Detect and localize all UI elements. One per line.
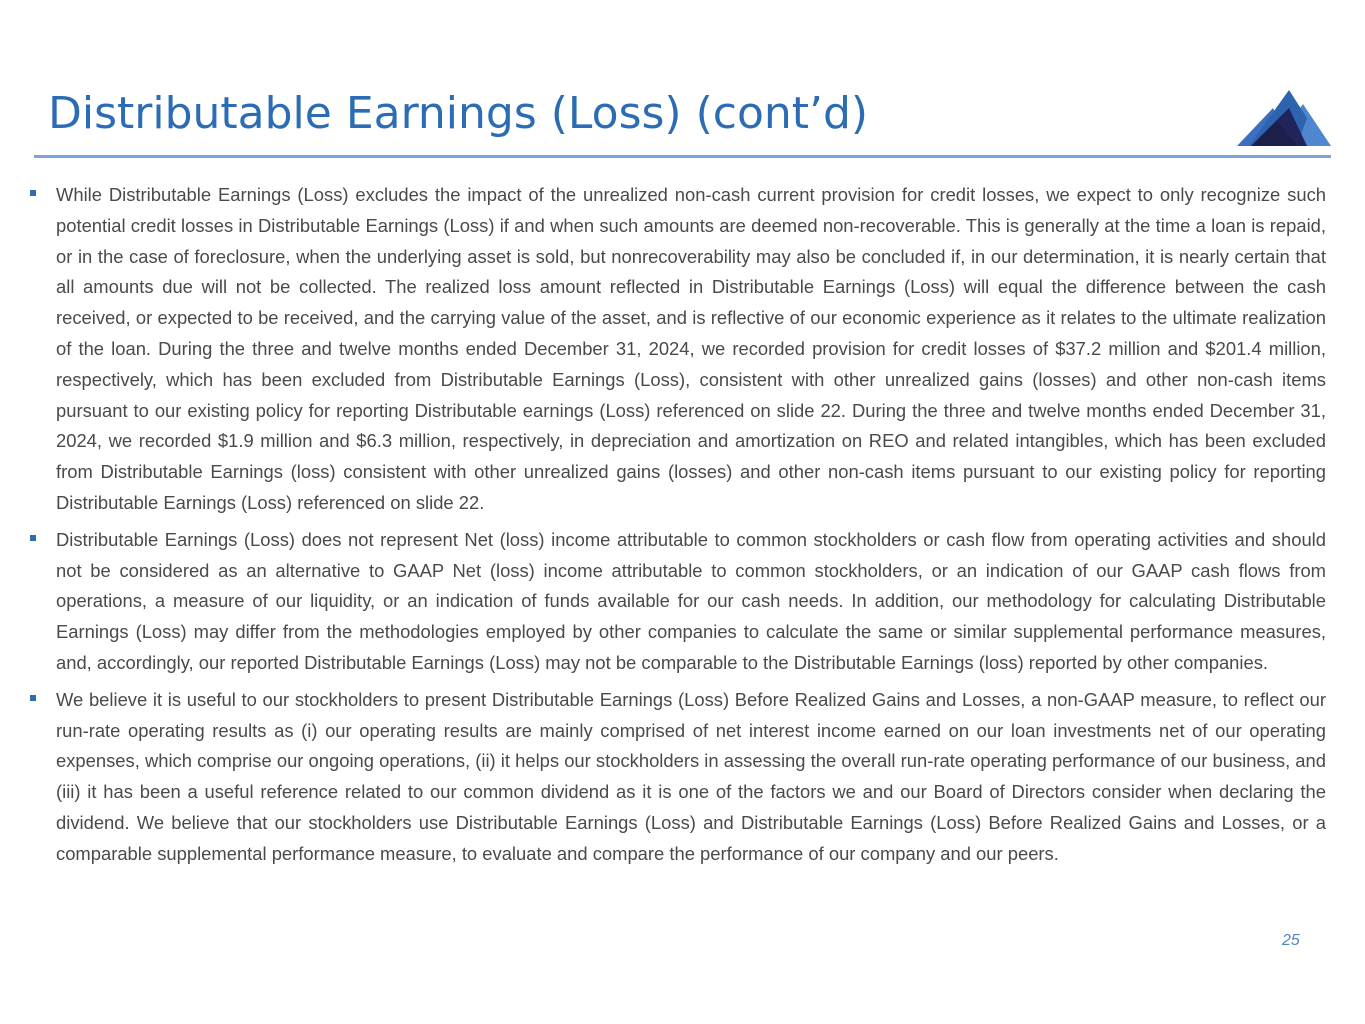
bullet-text-2: Distributable Earnings (Loss) does not represent Net (loss) income attributable to common stockholders or cash flow from operating activities and should not be considered as an alternative to GAAP Net (loss) income attributable to common stockholders, or an indication of our GAAP cash flows from operations, a measure of our liquidity, or an indication of funds available for our cash needs. In addition, our methodology for calculating Distributable Earnings (Loss) may differ from the methodologies employed by other companies to calculate the same or similar supplemental performance measures, and, accordingly, our reported Distributable Earnings (Loss) may not be comparable to the Distributable Earnings (loss) reported by other companies.: [56, 528, 1326, 673]
bullet-item-2: [28, 525, 1326, 679]
mountain-logo-icon: [1237, 88, 1331, 148]
bullet-list: [28, 180, 1326, 876]
bullet-text-3: We believe it is useful to our stockholders to present Distributable Earnings (Loss) Before Realized Gains and Losses, a non-GAAP measure, to reflect our run-rate operating results as (i) our operating results are mainly comprised of net interest income earned on our loan investments net of our operating expenses, which comprise our ongoing operations, (ii) it helps our stockholders in assessing the overall run-rate operating performance of our business, and (iii) it has been a useful reference related to our common dividend as it is one of the factors we and our Board of Directors consider when declaring the dividend. We believe that our stockholders use Distributable Earnings (Loss) and Distributable Earnings (Loss) Before Realized Gains and Losses, or a comparable supplemental performance measure, to evaluate and compare the performance of our company and our peers.: [56, 688, 1326, 864]
slide-title: Distributable Earnings (Loss) (cont’d): [48, 88, 869, 139]
square-bullet-icon: [30, 190, 36, 196]
square-bullet-icon: [30, 535, 36, 541]
bullet-text-1: While Distributable Earnings (Loss) excludes the impact of the unrealized non-cash current provision for credit losses, we expect to only recognize such potential credit losses in Distributable Earnings (Loss) if and when such amounts are deemed non-recoverable. This is generally at the time a loan is repaid, or in the case of foreclosure, when the underlying asset is sold, but nonrecoverability may also be concluded if, in our determination, it is nearly certain that all amounts due will not be collected. The realized loss amount reflected in Distributable Earnings (Loss) will equal the difference between the cash received, or expected to be received, and the carrying value of the asset, and is reflective of our economic experience as it relates to the ultimate realization of the loan. During the three and twelve months ended December 31, 2024, we recorded provision for credit losses of $37.2 million and $201.4 million, respectively, which has been excluded from Distributable Earnings (Loss), consistent with other unrealized gains (losses) and other non-cash items pursuant to our existing policy for reporting Distributable earnings (Loss) referenced on slide 22. During the three and twelve months ended December 31, 2024, we recorded $1.9 million and $6.3 million, respectively, in depreciation and amortization on REO and related intangibles, which has been excluded from Distributable Earnings (loss) consistent with other unrealized gains (losses) and other non-cash items pursuant to our existing policy for reporting Distributable Earnings (Loss) referenced on slide 22.: [56, 184, 1326, 513]
bullet-item-3: [28, 685, 1326, 870]
title-divider: [34, 155, 1331, 158]
page-number: 25: [1282, 932, 1300, 949]
square-bullet-icon: [30, 695, 36, 701]
bullet-item-1: [28, 180, 1326, 519]
